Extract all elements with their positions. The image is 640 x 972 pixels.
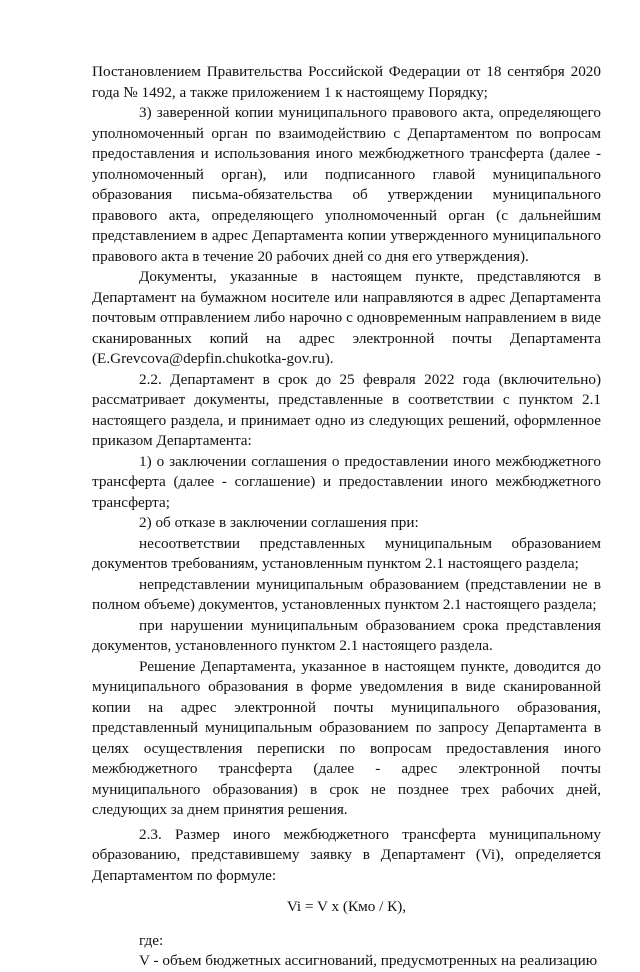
paragraph-11: 2.3. Размер иного межбюджетного трансферта муниципальному образованию, представившему заявку в Департамент (Vi), определяется Департаментом по формуле: (92, 825, 601, 884)
paragraph-7: несоответствии представленных муниципальным образованием документов требованиям, установленным пунктом 2.1 настоящего раздела; (92, 534, 601, 572)
paragraph-2: 3) заверенной копии муниципального правового акта, определяющего уполномоченный орган по взаимодействию с Департаментом по вопросам предоставления и использования иного межбюджетного трансферта (далее - уполномоченный орган), или подписанного главой муниципального образования письма-обязательства об утверждении муниципального правового акта, определяющего уполномоченный орган (с дальнейшим представлением в адрес Департамента копии утвержденного муниципального правового акта в течение 20 рабочих дней со дня его утверждения). (92, 104, 601, 265)
paragraph-last: V - объем бюджетных ассигнований, предусмотренных на реализацию (139, 952, 598, 969)
where-label: где: (139, 931, 164, 949)
paragraph-6: 2) об отказе в заключении соглашения при: (139, 514, 419, 531)
document-page (92, 62, 601, 972)
paragraph-3: Документы, указанные в настоящем пункте, представляются в Департамент на бумажном носителе или направляются в адрес Департамента почтовым отправлением либо нарочно с одновременным направлением в виде сканированных копий на адрес электронной почты Департамента (E.Grevcova@depfin.chukotka-gov.ru). (92, 268, 601, 367)
paragraph-8: непредставлении муниципальным образованием (представлении не в полном объеме) документов, установленных пунктом 2.1 настоящего раздела; (92, 575, 601, 613)
paragraph-5: 1) о заключении соглашения о предоставлении иного межбюджетного трансферта (далее - соглашение) и предоставлении иного межбюджетного трансферта; (92, 452, 601, 511)
paragraph-9: при нарушении муниципальным образованием срока представления документов, установленного пунктом 2.1 настоящего раздела. (92, 616, 601, 654)
paragraph-10: Решение Департамента, указанное в настоящем пункте, доводится до муниципального образования в форме уведомления в виде сканированной копии на адрес электронной почты муниципального образования, представленный муниципальным образованием по запросу Департамента в целях осуществления переписки по вопросам предоставления иного межбюджетного трансферта (далее - адрес электронной почты муниципального образования) в срок не позднее трех рабочих дней, следующих за днем принятия решения. (92, 657, 601, 818)
paragraph-1: Постановлением Правительства Российской Федерации от 18 сентября 2020 года № 1492, а также приложением 1 к настоящему Порядку; (92, 63, 601, 101)
paragraph-4: 2.2. Департамент в срок до 25 февраля 2022 года (включительно) рассматривает документы, представленные в соответствии с пунктом 2.1 настоящего раздела, и принимает одно из следующих решений, оформленное приказом Департамента: (92, 370, 601, 449)
formula: Vi = V x (Кмо / К), (286, 898, 407, 915)
